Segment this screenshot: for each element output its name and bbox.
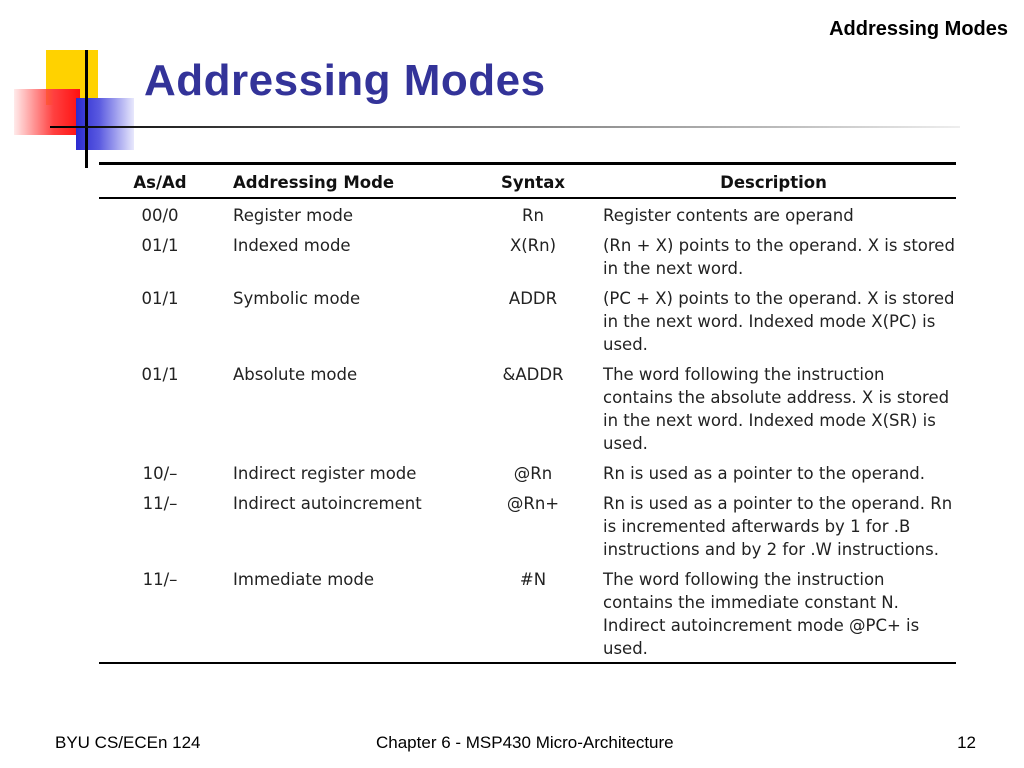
cell-description: Rn is used as a pointer to the operand. [603, 464, 926, 483]
cell-syntax: Rn [522, 206, 544, 225]
cell-syntax: ADDR [508, 289, 558, 308]
table-row [99, 198, 956, 229]
cell-syntax: @Rn [513, 464, 553, 483]
logo-red-square [14, 89, 80, 135]
footer-course: BYU CS/ECEn 124 [55, 733, 201, 752]
column-header-description: Description [720, 173, 827, 192]
cell-mode: Indexed mode [233, 236, 351, 255]
footer-page-number: 12 [957, 733, 976, 752]
cell-asad: 11/– [142, 570, 178, 589]
cell-mode: Symbolic mode [233, 289, 361, 308]
cell-asad: 11/– [142, 494, 178, 513]
cell-mode: Indirect register mode [233, 464, 417, 483]
table-row [99, 487, 956, 563]
table-row [99, 457, 956, 487]
cell-syntax: @Rn+ [506, 494, 560, 513]
title-underline-rule [50, 126, 960, 128]
table-row [99, 229, 956, 282]
cell-asad: 01/1 [141, 236, 179, 255]
cell-syntax: X(Rn) [509, 236, 557, 255]
cell-asad: 00/0 [141, 206, 179, 225]
cell-mode: Register mode [233, 206, 353, 225]
cell-description: The word following the instruction contains the immediate constant N. Indirect autoincrement mode @PC+ is used. [603, 570, 920, 658]
cell-asad: 01/1 [141, 365, 179, 384]
cell-description: The word following the instruction contains the absolute address. X is stored in the next word. Indexed mode X(SR) is used. [603, 365, 950, 453]
cell-description: Register contents are operand [603, 206, 854, 225]
cell-description: Rn is used as a pointer to the operand. Rn is incremented afterwards by 1 for .B instructions and by 2 for .W instructions. [603, 494, 953, 559]
footer-chapter: Chapter 6 - MSP430 Micro-Architecture [376, 733, 674, 752]
cell-asad: 01/1 [141, 289, 179, 308]
slide-title: Addressing Modes [144, 56, 546, 105]
column-header-asad: As/Ad [133, 173, 187, 192]
cell-mode: Immediate mode [233, 570, 374, 589]
cell-syntax: #N [519, 570, 547, 589]
cell-description: (PC + X) points to the operand. X is stored in the next word. Indexed mode X(PC) is used. [603, 289, 955, 354]
cell-mode: Absolute mode [233, 365, 358, 384]
table-row [99, 282, 956, 358]
corner-title: Addressing Modes [829, 18, 1008, 40]
cell-asad: 10/– [142, 464, 178, 483]
column-header-mode: Addressing Mode [233, 173, 395, 192]
cell-mode: Indirect autoincrement [233, 494, 422, 513]
column-header-syntax: Syntax [500, 173, 566, 192]
logo-vertical-rule [85, 50, 88, 168]
cell-description: (Rn + X) points to the operand. X is stored in the next word. [603, 236, 955, 278]
table-row [99, 358, 956, 457]
addressing-modes-table [99, 162, 956, 664]
table-header-row [99, 164, 956, 199]
cell-syntax: &ADDR [502, 365, 564, 384]
table-row [99, 563, 956, 663]
